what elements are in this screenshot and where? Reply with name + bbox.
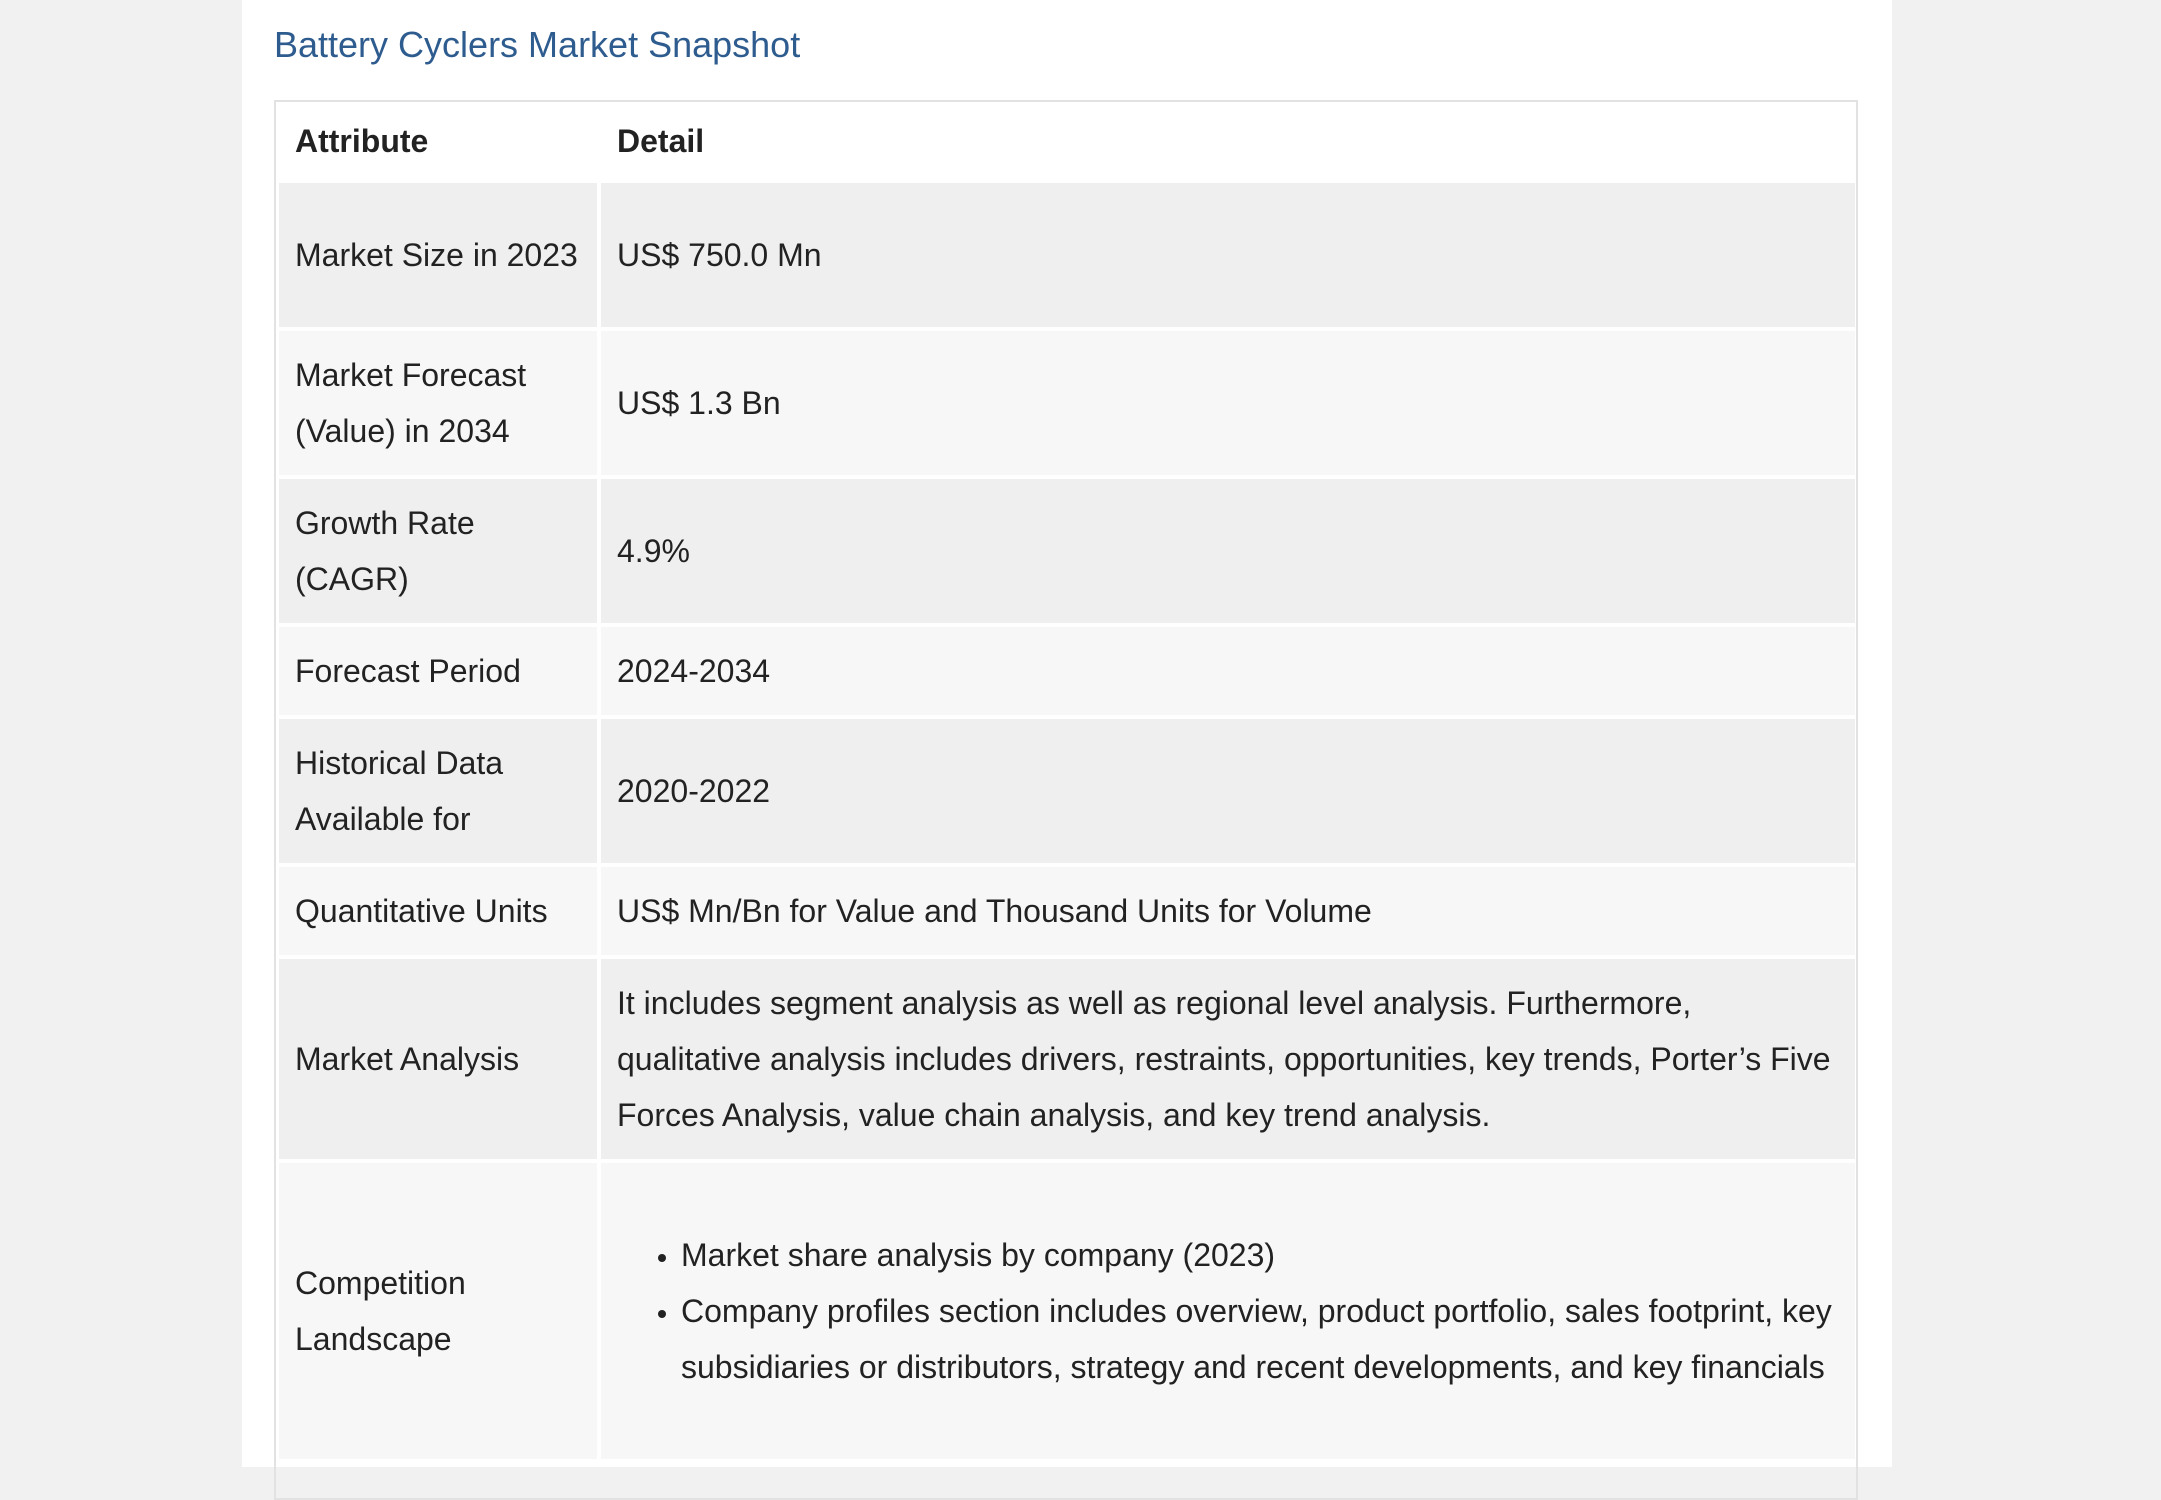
cell-detail: US$ 750.0 Mn: [601, 179, 1855, 327]
table-row-historical-data: [279, 715, 1855, 863]
cell-attribute: Growth Rate (CAGR): [279, 475, 601, 623]
cell-attribute: Market Analysis: [279, 955, 601, 1159]
table-row-competition-landscape: [279, 1159, 1855, 1459]
cell-detail: [601, 1159, 1855, 1459]
cell-attribute: Market Forecast (Value) in 2034: [279, 327, 601, 475]
table-row-market-analysis: [279, 955, 1855, 1159]
cell-detail: 2024-2034: [601, 623, 1855, 715]
cell-attribute: Forecast Period: [279, 623, 601, 715]
cell-detail: It includes segment analysis as well as regional level analysis. Furthermore, qualitative analysis includes drivers, restraints, opportunities, key trends, Porter’s Five Forces Analysis, value chain analysis, and key trend analysis.: [601, 955, 1855, 1159]
table-row-growth-rate: [279, 475, 1855, 623]
cell-attribute: Market Size in 2023: [279, 179, 601, 327]
table-header-row: [279, 102, 1855, 179]
cell-detail: US$ 1.3 Bn: [601, 327, 1855, 475]
snapshot-table-container: [274, 100, 1858, 1500]
cell-detail: 4.9%: [601, 475, 1855, 623]
table-row-quantitative-units: [279, 863, 1855, 955]
list-item: • Company profiles section includes overview, product portfolio, sales footprint, key subsidiaries or distributors, strategy and recent developments, and key financials: [681, 1283, 1839, 1395]
table-row-market-size: [279, 179, 1855, 327]
header-detail: Detail: [601, 102, 1855, 179]
list-item: • Market share analysis by company (2023): [681, 1227, 1839, 1283]
cell-attribute: Quantitative Units: [279, 863, 601, 955]
page-content: [242, 0, 1892, 1467]
cell-attribute: Competition Landscape: [279, 1159, 601, 1459]
snapshot-table: [279, 102, 1855, 1459]
cell-attribute: Historical Data Available for: [279, 715, 601, 863]
cell-detail: US$ Mn/Bn for Value and Thousand Units for Volume: [601, 863, 1855, 955]
header-attribute: Attribute: [279, 102, 601, 179]
table-row-forecast-period: [279, 623, 1855, 715]
table-row-market-forecast: [279, 327, 1855, 475]
page-title: Battery Cyclers Market Snapshot: [274, 24, 801, 65]
cell-detail: 2020-2022: [601, 715, 1855, 863]
competition-list: [617, 1227, 1839, 1395]
